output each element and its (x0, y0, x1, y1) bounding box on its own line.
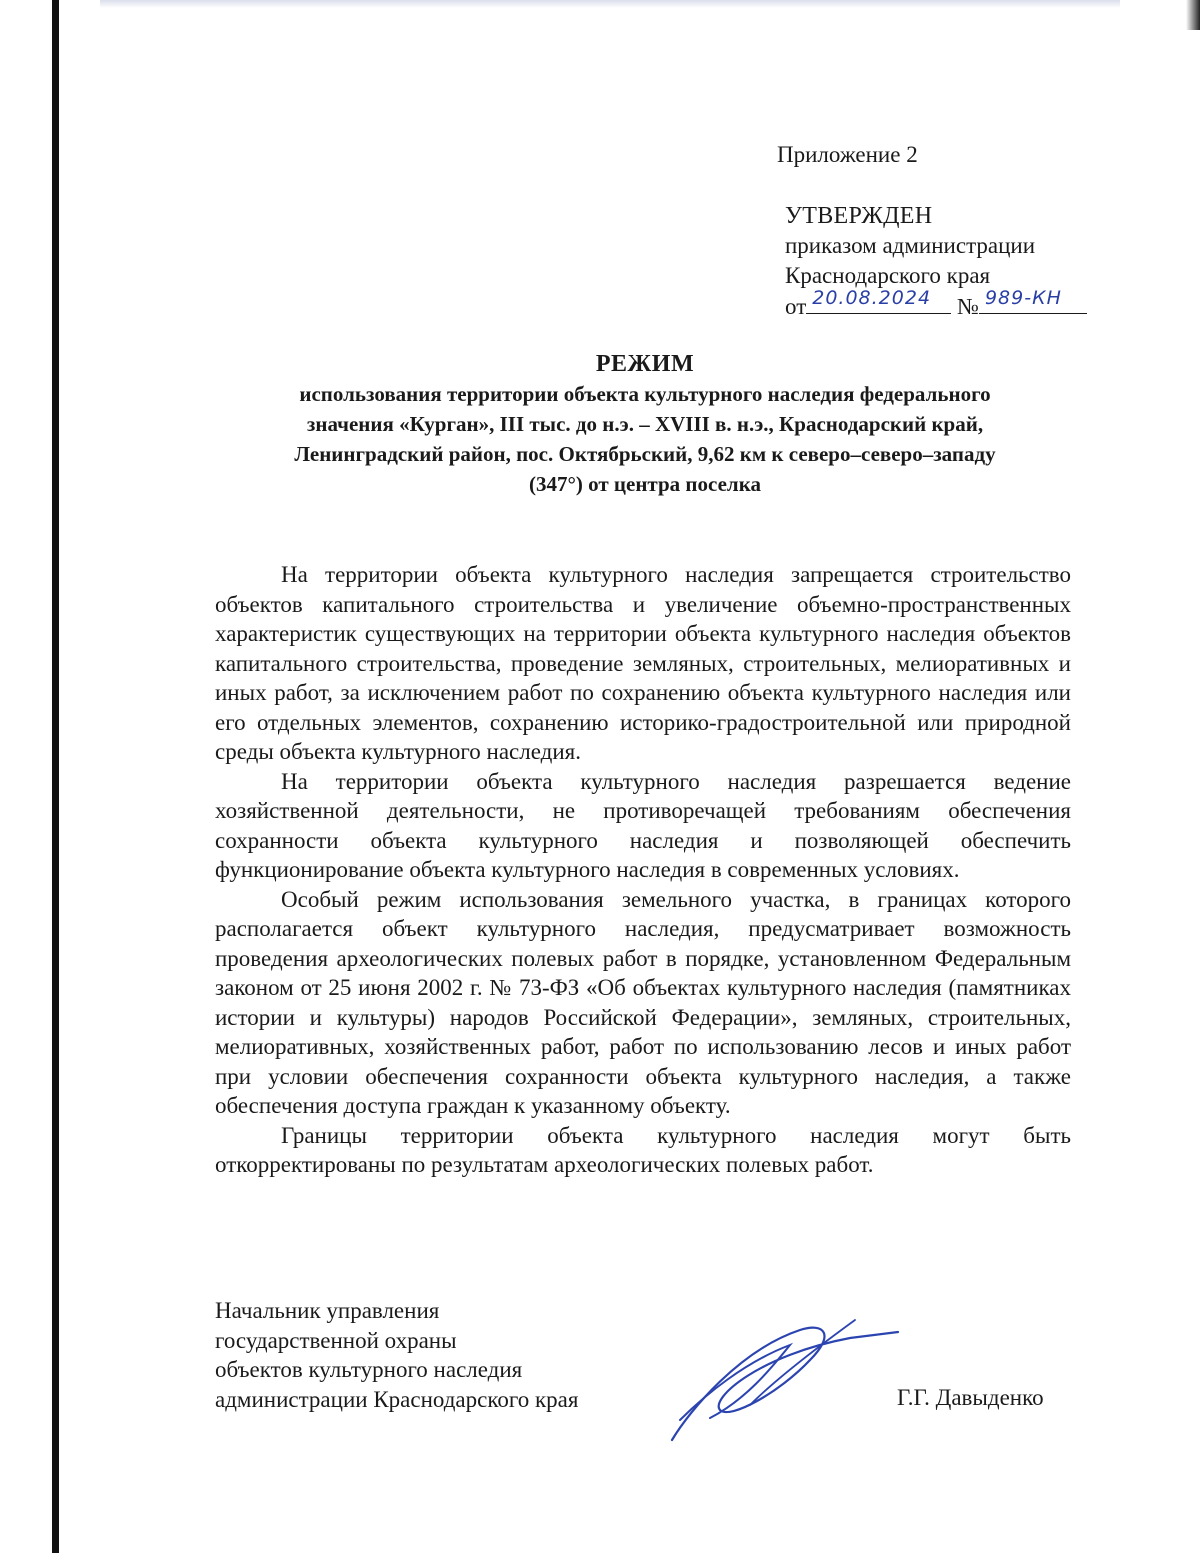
number-sign: № (957, 294, 979, 319)
scan-edge-left (52, 0, 59, 1553)
order-reference (785, 287, 1087, 322)
document-body (215, 560, 1071, 1180)
body-paragraph: Границы территории объекта культурного наследия могут быть откорректированы по результатам археологических полевых работ. (215, 1122, 1071, 1177)
handwritten-signature (650, 1300, 910, 1450)
signer-position-line: объектов культурного наследия (215, 1357, 523, 1382)
order-number-blank (979, 287, 1087, 314)
body-paragraph: На территории объекта культурного наследия запрещается строительство объектов капитального строительства и увеличение объемно-пространственных характеристик существующих на территории объекта культурного наследия объектов капитального строительства, проведение земляных, строительных, мелиоративных и иных работ, за исключением работ по сохранению объекта культурного наследия или его отдельных элементов, сохранению историко-градостроительной или природной среды объекта культурного наследия. (215, 562, 1071, 764)
scan-edge-corner (1186, 0, 1200, 30)
body-paragraph: Особый режим использования земельного участка, в границах которого располагается объект культурного наследия, предусматривает возможность проведения археологических полевых работ в порядке, установленном Федеральным законом от 25 июня 2002 г. № 73-ФЗ «Об объектах культурного наследия (памятниках истории и культуры) народов Российской Федерации», земляных, строительных, мелиоративных, хозяйственных работ, работ по использованию лесов и иных работ при условии обеспечения сохранности объекта культурного наследия, а также обеспечения доступа граждан к указанному объекту. (215, 886, 1071, 1118)
title-main: РЕЖИМ (595, 351, 695, 377)
body-paragraph: На территории объекта культурного наследия разрешается ведение хозяйственной деятельности, не противоречащей требованиям обеспечения сохранности объекта культурного наследия и позволяющей обеспечить функционирование объекта культурного наследия в современных условиях. (215, 768, 1071, 882)
order-date-blank (806, 287, 951, 314)
signer-position-line: Начальник управления (215, 1298, 440, 1323)
approved-label: УТВЕРЖДЕН (785, 203, 933, 229)
title-subtitle-line: Ленинградский район, пос. Октябрьский, 9,62 км к северо–северо–западу (294, 442, 996, 466)
order-prefix: от (785, 294, 807, 319)
appendix-label: Приложение 2 (777, 142, 918, 167)
title-subtitle-line: (347°) от центра поселка (528, 472, 761, 496)
order-date-handwritten: 20.08.2024 (812, 287, 932, 309)
signer-position-line: администрации Краснодарского края (215, 1386, 579, 1412)
approval-line: Краснодарского края (785, 263, 991, 288)
signer-name: Г.Г. Давыденко (897, 1385, 1044, 1410)
signer-position-line: государственной охраны (215, 1327, 457, 1353)
approval-block (785, 201, 1087, 322)
title-subtitle-line: использования территории объекта культурного наследия федерального (299, 382, 991, 406)
signer-position (215, 1296, 578, 1414)
scan-edge-top (100, 0, 1120, 8)
approval-line: приказом администрации (785, 233, 1036, 258)
title-subtitle-line: значения «Курган», III тыс. до н.э. – XVIII в. н.э., Краснодарский край, (306, 412, 984, 436)
order-number-handwritten: 989-КН (984, 287, 1062, 309)
document-title (200, 349, 1090, 499)
